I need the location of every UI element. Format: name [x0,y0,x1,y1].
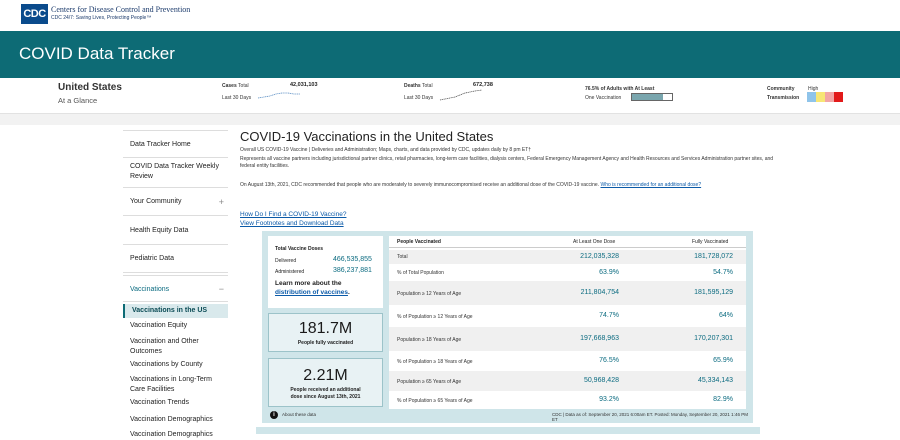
table-cell-one-dose: 50,968,428 [583,377,619,384]
table-row-label: Population ≥ 12 Years of Age [397,291,462,297]
additional-dose-link[interactable]: Who is recommended for an additional dose? [600,182,702,188]
table-cell-fully: 170,207,301 [694,335,733,342]
sidebar-item-weekly-review[interactable]: COVID Data Tracker Weekly Review [123,158,228,188]
deaths-label: Deaths Total [404,83,433,89]
table-cell-one-dose: 93.2% [599,396,619,403]
table-row-label: Population ≥ 65 Years of Age [397,379,462,385]
table-cell-fully: 181,728,072 [694,253,733,260]
sidebar-item-pediatric[interactable]: Pediatric Data [123,245,228,273]
table-cell-one-dose: 212,035,328 [580,253,619,260]
vax-label: 76.5% of Adults with At Least [585,86,655,92]
cases-sparkline [258,89,300,101]
table-row [389,281,746,305]
vax-progress-fill [632,94,663,100]
tracker-header [0,31,900,78]
page-title[interactable]: COVID Data Tracker [19,44,175,63]
cases-value: 42,031,103 [290,82,318,88]
transmission-label: Transmission [767,95,800,101]
table-cell-fully: 65.9% [713,357,733,364]
deaths-sparkline [440,88,482,102]
fully-vaccinated-value: 181.7M [298,320,353,337]
cases-period: Last 30 Days [222,95,252,101]
administered-value: 386,237,881 [333,267,372,274]
info-icon[interactable]: i [270,411,278,419]
transmission-high-swatch[interactable] [834,92,843,102]
deaths-value: 672,738 [473,82,493,88]
glance-subtitle: At a Glance [58,96,98,105]
sidebar-subitem-outcomes[interactable]: Vaccination and Other Outcomes [130,338,199,355]
delivered-value: 466,535,855 [333,256,372,263]
table-header-row [389,236,746,248]
sidebar [123,130,228,438]
table-row-label: % of Population ≥ 65 Years of Age [397,398,473,404]
cdc-topbar [0,0,900,31]
sidebar-subitem-county[interactable]: Vaccinations by County [130,361,203,368]
table-cell-one-dose: 63.9% [599,269,619,276]
transmission-low-swatch[interactable] [807,92,816,102]
fully-vaccinated-label: People fully vaccinated [297,340,354,346]
sidebar-subitem-vaccinations-us[interactable]: Vaccinations in the US [123,304,228,318]
sidebar-subitem-ltc[interactable]: Vaccinations in Long-Term Care Facilities [130,376,212,393]
delivered-label: Delivered [275,258,297,264]
transmission-moderate-swatch[interactable] [816,92,825,102]
collapse-minus-icon[interactable]: − [218,284,224,294]
table-cell-fully: 181,595,129 [694,289,733,296]
learn-more-line: distribution of vaccines. [275,289,350,296]
table-header-one-dose: At Least One Dose [573,239,616,245]
additional-dose-card [268,358,383,407]
cdc-name[interactable]: Centers for Disease Control and Prevention [51,5,191,14]
table-cell-fully: 82.9% [713,396,733,403]
main-heading: COVID-19 Vaccinations in the United States [240,129,494,144]
high-label: High [808,86,819,92]
vaccine-doses-box [268,236,383,308]
sidebar-item-your-community[interactable]: Your Community + [123,188,228,216]
country-name: United States [58,82,122,93]
table-row-label: % of Total Population [397,270,444,276]
additional-dose-label-1: People received an additional [290,387,361,393]
additional-dose-value: 2.21M [303,367,348,384]
table-cell-fully: 54.7% [713,269,733,276]
intro-paragraph-1: Overall US COVID-19 Vaccine | Deliveries and Administration; Maps, charts, and data provided by CDC, updates daily by 8 pm ET† [240,147,532,153]
table-cell-one-dose: 74.7% [599,312,619,319]
sidebar-subitem-demographics-2[interactable]: Vaccination Demographics [130,431,213,438]
table-header-fully: Fully Vaccinated [692,239,729,245]
fully-vaccinated-card [268,313,383,352]
distribution-link[interactable]: distribution of vaccines [275,289,348,296]
cdc-logo[interactable]: CDC [21,4,48,24]
sidebar-item-home[interactable]: Data Tracker Home [123,130,228,158]
cdc-tagline: CDC 24/7: Saving Lives, Protecting People™ [51,15,152,21]
table-row [389,371,746,391]
intro-paragraph-2: Represents all vaccine partners including jurisdictional partner clinics, retail pharmacies, long-term care facilities, dialysis centers, Federal Emergency Management Agency and Health Resources and Services Administration partner sites, and federal entity facilities. [240,156,774,169]
table-row [389,264,746,281]
next-panel-edge [256,427,760,434]
table-cell-one-dose: 211,804,754 [580,289,619,296]
about-data-link[interactable]: About these data [282,412,317,417]
footnotes-link[interactable]: View Footnotes and Download Data [240,220,344,227]
people-vaccinated-table [389,236,746,409]
additional-dose-label-2: dose since August 13th, 2021 [290,394,361,400]
table-cell-one-dose: 197,668,963 [580,335,619,342]
table-row [389,305,746,327]
sidebar-subitem-trends[interactable]: Vaccination Trends [130,399,190,406]
sidebar-item-vaccinations[interactable]: Vaccinations − [123,275,228,302]
table-row [389,351,746,371]
table-cell-one-dose: 76.5% [599,357,619,364]
table-row-label: Population ≥ 18 Years of Age [397,337,462,343]
sidebar-subitem-equity[interactable]: Vaccination Equity [130,322,188,329]
table-row-label: % of Population ≥ 18 Years of Age [397,359,473,365]
vax-sublabel: One Vaccination [585,95,622,101]
cases-label: Cases Total [222,83,249,89]
table-row [389,250,746,264]
table-row-label: % of Population ≥ 12 Years of Age [397,314,473,320]
expand-plus-icon[interactable]: + [218,197,224,207]
deaths-period: Last 30 Days [404,95,434,101]
sidebar-subitem-demographics[interactable]: Vaccination Demographics [130,416,213,423]
find-vaccine-link[interactable]: How Do I Find a COVID-19 Vaccine? [240,211,347,218]
table-header-people: People Vaccinated [397,239,441,245]
panel-footer [266,410,753,420]
divider-band [0,114,900,125]
doses-title: Total Vaccine Doses [275,246,323,252]
vax-progress-bar [631,93,673,101]
table-row-label: Total [397,254,408,260]
learn-more-text: Learn more about the [275,280,342,287]
sidebar-item-health-equity[interactable]: Health Equity Data [123,216,228,245]
table-row [389,327,746,351]
table-cell-fully: 64% [718,312,733,319]
table-row [389,391,746,409]
transmission-substantial-swatch[interactable] [825,92,834,102]
intro-paragraph-3: On August 13th, 2021, CDC recommended that people who are moderately to severely immunocompromised receive an additional dose of the COVID-19 vaccine. Who is recommended for an additional dose? [240,182,702,188]
data-source-note: CDC | Data as of: September 20, 2021 6:00am ET. Posted: Monday, September 20, 2021 1:46 PM ET [552,412,748,422]
community-label: Community [767,86,795,92]
table-cell-fully: 45,334,143 [697,377,733,384]
administered-label: Administered [275,269,305,275]
